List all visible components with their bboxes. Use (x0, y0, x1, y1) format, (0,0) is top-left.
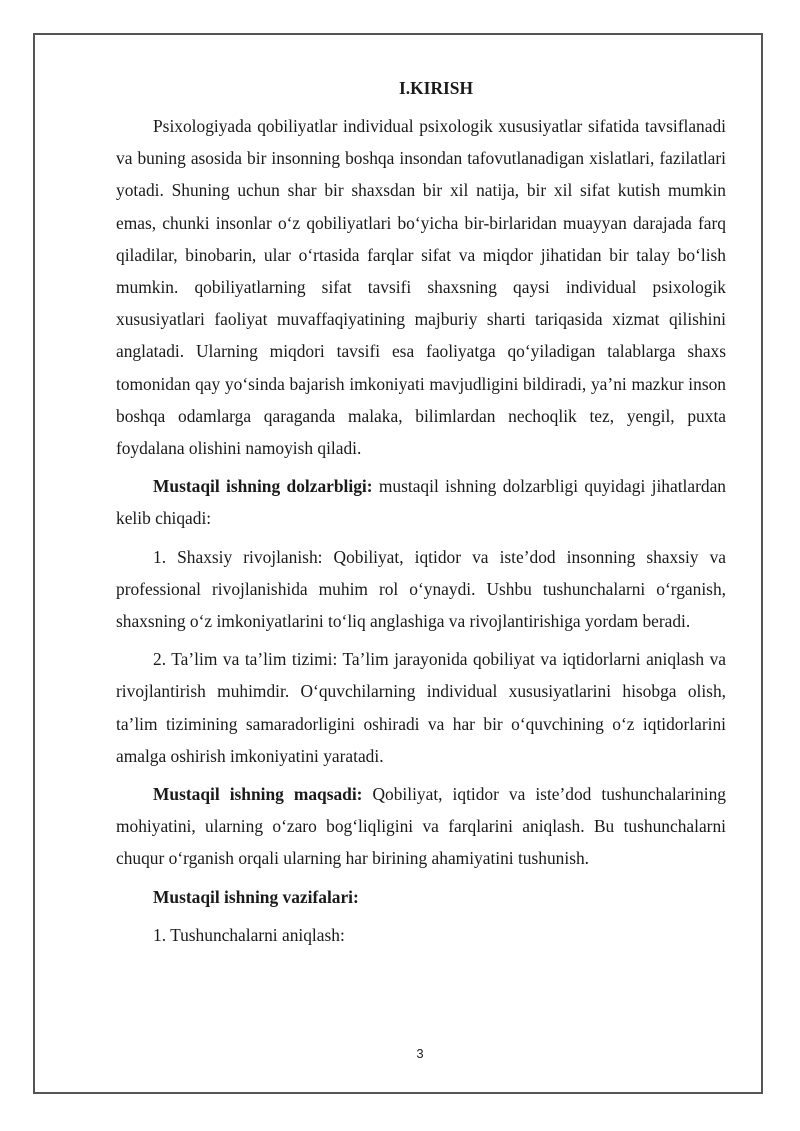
document-body (116, 64, 726, 957)
relevance-label: Mustaqil ishning dolzarbligi: (153, 476, 373, 497)
relevance-text: mustaqil ishning dolzarbligi quyidagi jihatlardan kelib chiqadi: (116, 476, 727, 529)
goal-label: Mustaqil ishning maqsadi: (153, 784, 363, 805)
relevance-paragraph (116, 470, 726, 534)
list-item-education-system: 2. Ta’lim va ta’lim tizimi: Ta’lim jarayonida qobiliyat va iqtidorlarni aniqlash va rivojlantirish muhimdir. O‘quvchilarning individual xususiyatlarini hisobga olish, ta’lim tizimining samaradorligini oshiradi va har bir o‘quvchining o‘z iqtidorlarini amalga oshirish imkoniyatini yaratadi. (116, 649, 726, 766)
page-number: 3 (416, 1046, 424, 1061)
intro-paragraph: Psixologiyada qobiliyatlar individual psixologik xususiyatlar sifatida tavsiflanadi va buning asosida bir insonning boshqa insondan tafovutlanadigan xislatlari, fazilatlari yotadi. Shuning uchun shar bir shaxsdan bir xil natija, bir xil sifat kutish mumkin emas, chunki insonlar o‘z qobiliyatlari bo‘yicha bir-birlaridan muayyan darajada farq qiladilar, binobarin, ular o‘rtasida farqlar sifat va miqdor jihatidan bir talay bo‘lish mumkin. qobiliyatlarning sifat tavsifi shaxsning qaysi individual psixologik xususiyatlari faoliyat muvaffaqiyatining majburiy sharti tariqasida xizmat qilishini anglatadi. Ularning miqdori tavsifi esa faoliyatga qo‘yiladigan talablarga shaxs tomonidan qay yo‘sinda bajarish imkoniyati mavjudligini bildiradi, ya’ni mazkur inson boshqa odamlarga qaraganda malaka, bilimlardan nechoqlik tez, yengil, puxta foydalana olishini namoyish qiladi. (116, 116, 726, 459)
tasks-heading (116, 881, 726, 913)
section-title: I.KIRISH (399, 78, 473, 98)
task-item-1: 1. Tushunchalarni aniqlash: (153, 924, 345, 945)
goal-text: Qobiliyat, iqtidor va iste’dod tushunchalarining mohiyatini, ularning o‘zaro bog‘liqligini va farqlarini aniqlash. Bu tushunchalarni chuqur o‘rganish orqali ularning har birining ahamiyatini tushunish. (116, 784, 727, 869)
goal-paragraph (116, 778, 726, 875)
tasks-label: Mustaqil ishning vazifalari: (153, 886, 359, 907)
list-item-personal-development: 1. Shaxsiy rivojlanish: Qobiliyat, iqtidor va iste’dod insonning shaxsiy va professional rivojlanishida muhim rol o‘ynaydi. Ushbu tushunchalarni o‘rganish, shaxsning o‘z imkoniyatlarini to‘liq anglashiga va rivojlantirishiga yordam beradi. (116, 546, 726, 632)
